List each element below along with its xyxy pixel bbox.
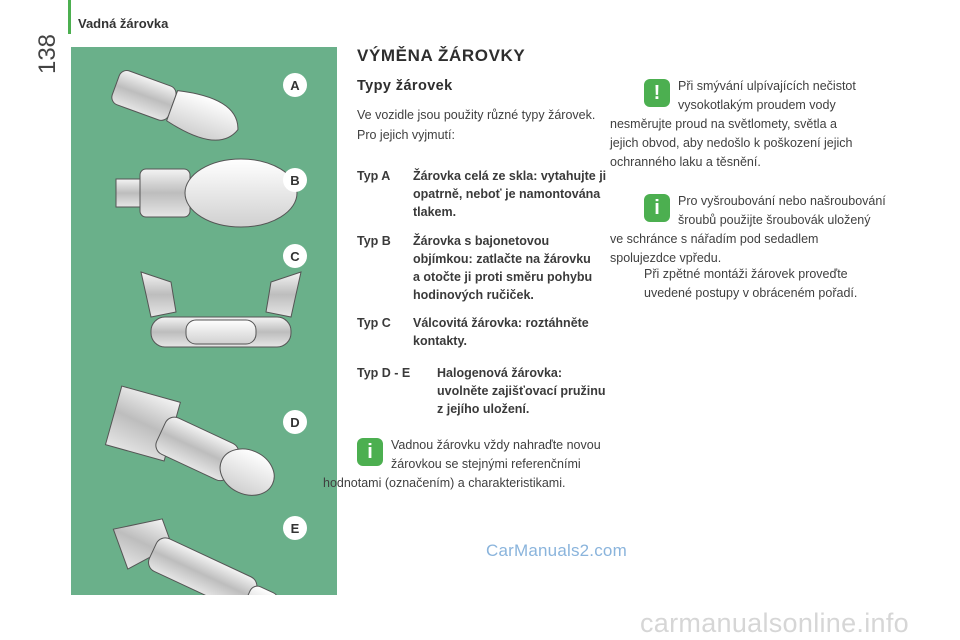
type-label: Typ A bbox=[357, 169, 391, 183]
type-desc: Válcovitá žárovka: roztáhněte kontakty. bbox=[413, 316, 589, 348]
bulb-label-e: E bbox=[290, 521, 300, 536]
reassembly-line-2: uvedené postupy v obráceném pořadí. bbox=[644, 286, 858, 300]
type-desc: Halogenová žárovka: uvolněte zajišťovací pružinu z jejího uložení. bbox=[437, 366, 606, 416]
bulb-label-d: D bbox=[290, 415, 300, 430]
type-label: Typ B bbox=[357, 234, 391, 248]
bulb-e-drawing bbox=[101, 502, 289, 595]
type-desc: Žárovka celá ze skla: vytahujte ji opatrně, neboť je namontována tlakem. bbox=[413, 169, 607, 219]
washing-warning-note: ! Při smývání ulpívajících nečistot vysokotlakým proudem vody nesměrujte proud na světlomety, světla a jejich obvod, aby nedošlo k poškození jejich ochranného laku a těsnění. bbox=[610, 79, 856, 169]
replace-bulb-note: i Vadnou žárovku vždy nahraďte novou žárovkou se stejnými referenčními hodnotami (označením) a charakteristikami. bbox=[323, 438, 601, 490]
bulb-c-drawing bbox=[141, 272, 301, 347]
section-label: Vadná žárovka bbox=[78, 16, 169, 31]
accent-rule bbox=[68, 0, 71, 34]
type-label: Typ C bbox=[357, 316, 391, 330]
bulb-d-drawing bbox=[96, 377, 287, 516]
bulb-types-illustration bbox=[71, 47, 337, 595]
bulb-label-b: B bbox=[290, 173, 300, 188]
type-desc: Žárovka s bajonetovou objímkou: zatlačte na žárovku a otočte ji proti směru pohybu hodinových ručiček. bbox=[413, 234, 593, 302]
bulb-label-c: C bbox=[290, 249, 300, 264]
info-icon: i bbox=[357, 438, 383, 466]
page-number: 138 bbox=[34, 33, 61, 75]
bulb-a-drawing bbox=[109, 66, 245, 149]
exclamation-icon: ! bbox=[644, 79, 670, 107]
section-subtitle: Typy žárovek bbox=[357, 78, 453, 94]
bulb-b-drawing bbox=[116, 159, 300, 227]
intro-line-2: Pro jejich vyjmutí: bbox=[357, 128, 455, 142]
screwdriver-info-note: i Pro vyšroubování nebo našroubování šroubů použijte šroubovák uložený ve schránce s nářadím pod sedadlem spolujezdce vpředu. bbox=[610, 194, 886, 265]
intro-line-1: Ve vozidle jsou použity různé typy žárovek. bbox=[357, 108, 596, 122]
info-icon: i bbox=[644, 194, 670, 222]
reassembly-line-1: Při zpětné montáži žárovek proveďte bbox=[644, 267, 848, 281]
carmanuals-watermark: CarManuals2.com bbox=[486, 541, 627, 560]
bulb-label-a: A bbox=[290, 78, 300, 93]
page-title: VÝMĚNA ŽÁROVKY bbox=[357, 46, 526, 65]
carmanualsonline-watermark: carmanualsonline.info bbox=[640, 608, 909, 638]
type-label: Typ D - E bbox=[357, 366, 411, 380]
